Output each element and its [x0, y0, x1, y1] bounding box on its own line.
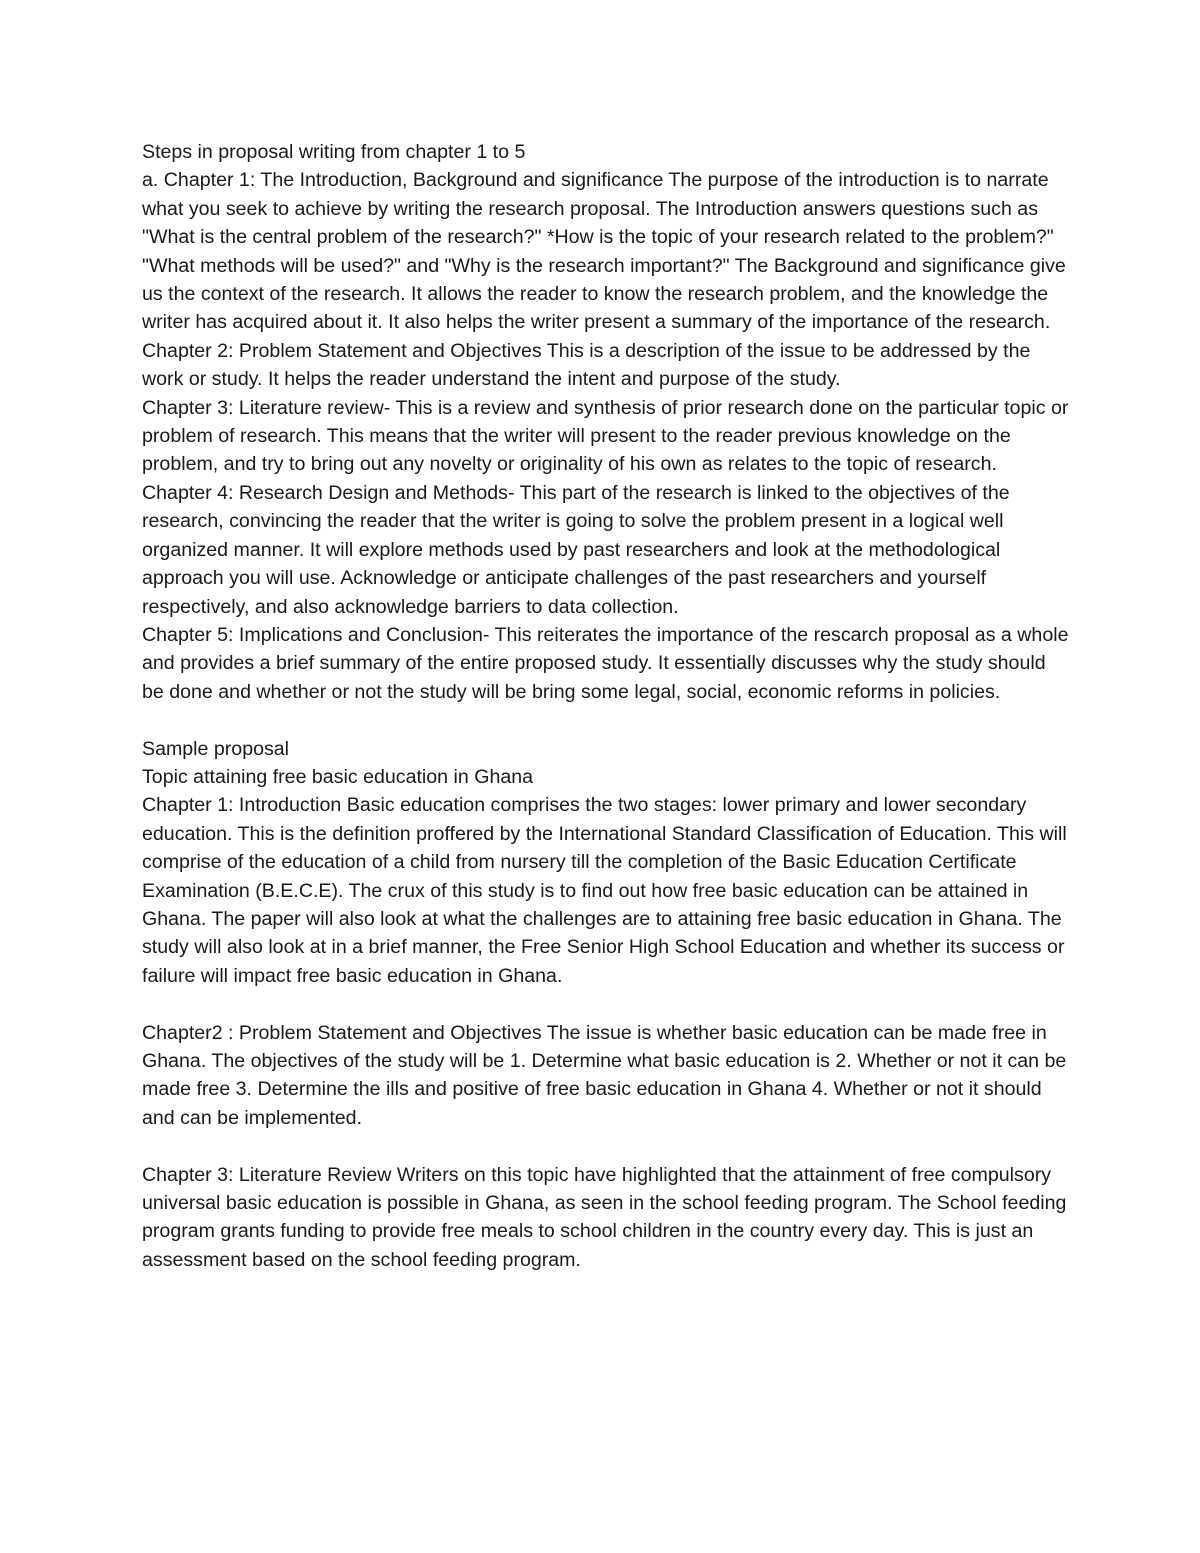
sample-chapter-3: Chapter 3: Literature Review Writers on this topic have highlighted that the attainment of free compulsory universal basic education is possible in Ghana, as seen in the school feeding program. The School feeding program grants funding to provide free meals to school children in the country every day. This is just an assessment based on the school feeding program.: [142, 1163, 1067, 1271]
paragraph-spacer: [142, 990, 1072, 1018]
sample-chapter-2: Chapter2 : Problem Statement and Objectives The issue is whether basic education can be made free in Ghana. The objectives of the study will be 1. Determine what basic education is 2. Whether or not it can be made free 3. Determine the ills and positive of free basic education in Ghana 4. Whether or not it should and can be implemented.: [142, 1021, 1067, 1129]
paragraph-spacer: [142, 1132, 1072, 1160]
sample-chapter-1: Chapter 1: Introduction Basic education comprises the two stages: lower primary and lower secondary education. This is the definition proffered by the International Standard Classification of Education. This will comprise of the education of a child from nursery till the completion of the Basic Education Certificate Examination (B.E.C.E). The crux of this study is to find out how free basic education can be attained in Ghana. The paper will also look at what the challenges are to attaining free basic education in Ghana. The study will also look at in a brief manner, the Free Senior High School Education and whether its success or failure will impact free basic education in Ghana.: [142, 794, 1067, 987]
chapter-5-description: Chapter 5: Implications and Conclusion- This reiterates the importance of the rescarch proposal as a whole and provides a brief summary of the entire proposed study. It essentially discusses why the study should be done and whether or not the study will be bring some legal, social, economic reforms in policies.: [142, 623, 1069, 703]
document-page: [142, 138, 1072, 1274]
sample-proposal-heading: Sample proposal: [142, 737, 290, 760]
chapter-4-description: Chapter 4: Research Design and Methods- This part of the research is linked to the objectives of the research, convincing the reader that the writer is going to solve the problem present in a logical well organized manner. It will explore methods used by past researchers and look at the methodological approach you will use. Acknowledge or anticipate challenges of the past researchers and yourself respectively, and also acknowledge barriers to data collection.: [142, 481, 1010, 618]
chapter-1-description: a. Chapter 1: The Introduction, Background and significance The purpose of the introduction is to narrate what you seek to achieve by writing the research proposal. The Introduction answers questions such as "What is the central problem of the research?" *How is the topic of your research related to the problem?" "What methods will be used?" and "Why is the research important?" The Background and significance give us the context of the research. It allows the reader to know the research problem, and the knowledge the writer has acquired about it. It also helps the writer present a summary of the importance of the research.: [142, 169, 1066, 334]
chapter-2-description: Chapter 2: Problem Statement and Objectives This is a description of the issue to be addressed by the work or study. It helps the reader understand the intent and purpose of the study.: [142, 339, 1031, 391]
document-title: Steps in proposal writing from chapter 1 to 5: [142, 141, 526, 163]
paragraph-spacer: [142, 706, 1072, 734]
sample-proposal-topic: Topic attaining free basic education in Ghana: [142, 765, 534, 788]
chapter-3-description: Chapter 3: Literature review- This is a review and synthesis of prior research done on the particular topic or problem of research. This means that the writer will present to the reader previous knowledge on the problem, and try to bring out any novelty or originality of his own as relates to the topic of research.: [142, 396, 1069, 476]
